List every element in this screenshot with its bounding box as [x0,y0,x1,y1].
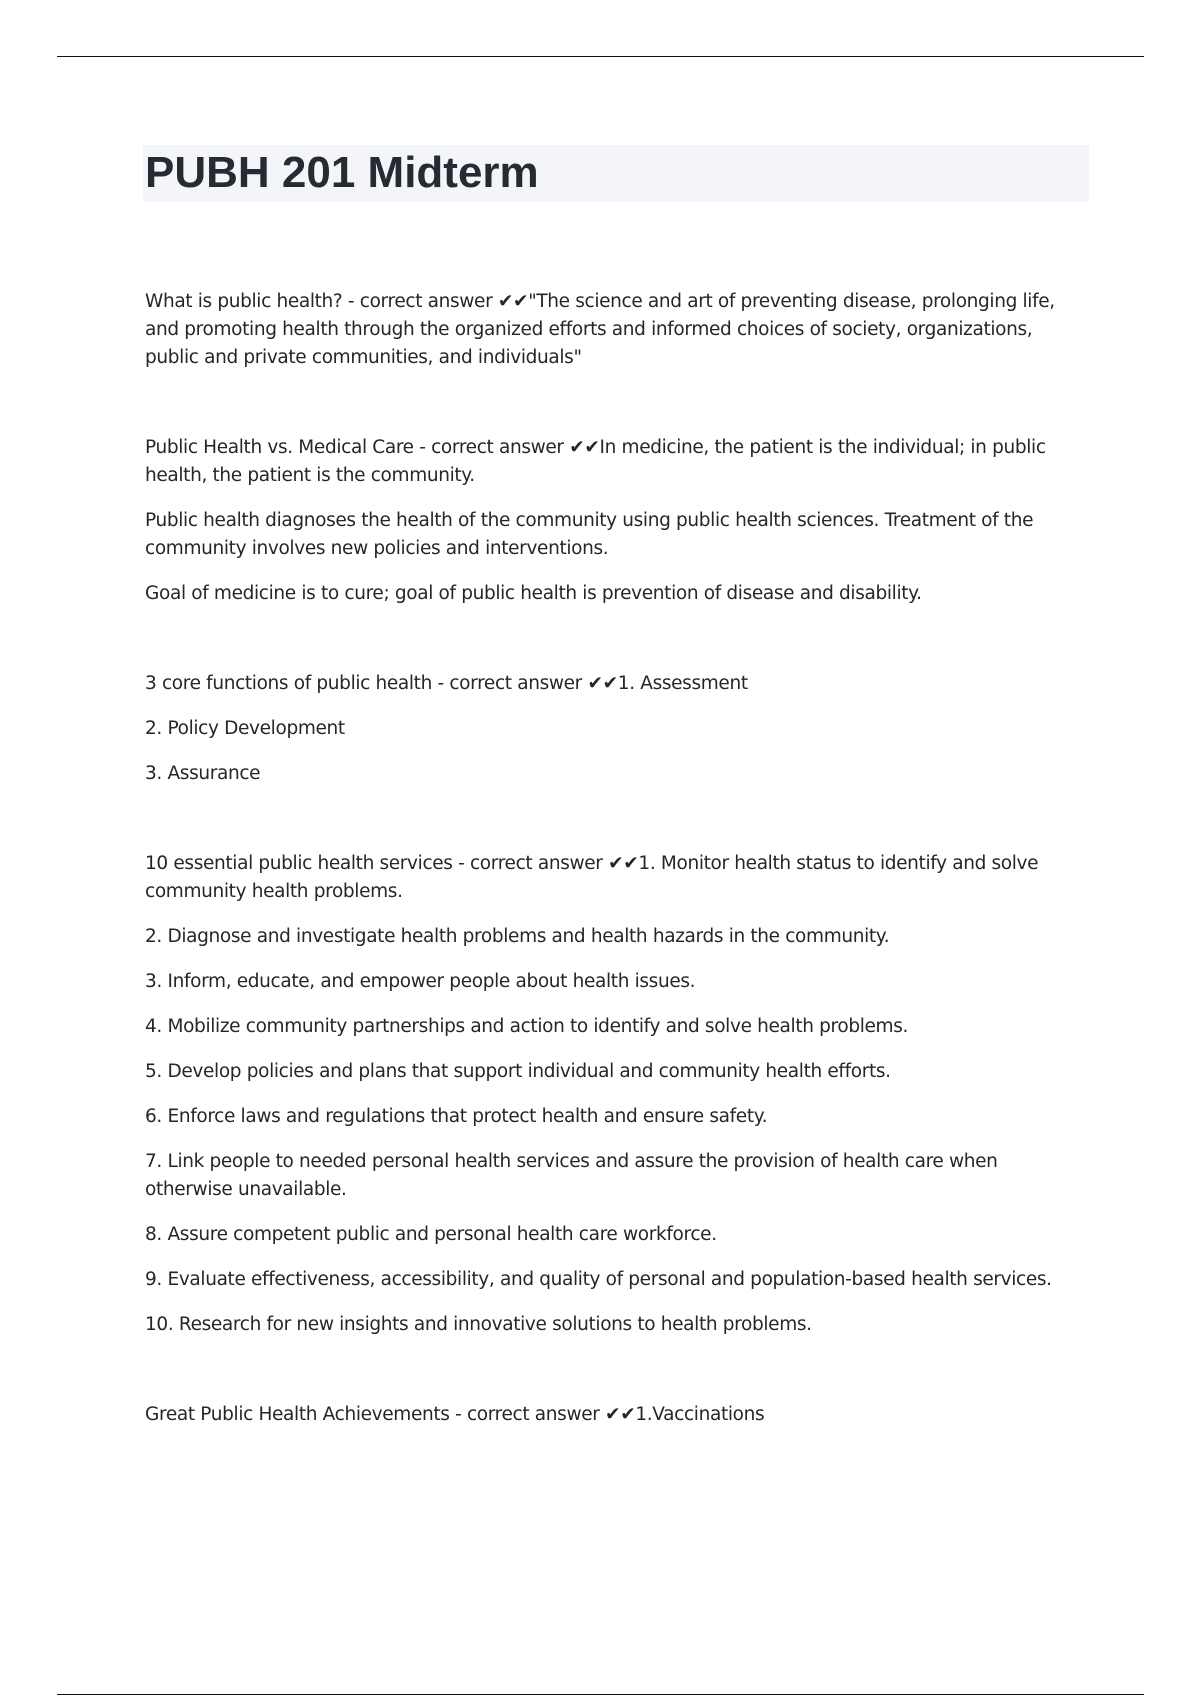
top-divider [57,56,1144,57]
answer-text: "The science and art of preventing disease, prolonging life, and promoting health through the organized efforts and informed choices of society, organizations, public and private communities, and individuals" [145,291,1055,368]
answer-line: 7. Link people to needed personal health services and assure the provision of health care when otherwise unavailable. [145,1151,998,1200]
answer-line: 3. Inform, educate, and empower people about health issues. [145,971,696,992]
check-icon: ✔✔ [599,1404,636,1425]
question-text: Public Health vs. Medical Care [145,437,414,458]
qa-first-line: 10 essential public health services - correct answer ✔✔1. Monitor health status to identify and solve community health problems. [145,853,1039,902]
bottom-divider [57,1694,1144,1695]
qa-first-line: Great Public Health Achievements - correct answer ✔✔1.Vaccinations [145,1404,765,1425]
correct-answer-label: correct answer [449,673,582,694]
answer-text: In medicine, the patient is the individual; in public health, the patient is the community. [145,437,1046,486]
qa-first-line: What is public health? - correct answer ✔✔"The science and art of preventing disease, prolonging life, and promoting health through the organized efforts and informed choices of society, organizations, public and private communities, and individuals" [145,291,1055,368]
qa-first-line: Public Health vs. Medical Care - correct answer ✔✔In medicine, the patient is the individual; in public health, the patient is the community. [145,437,1046,486]
answer-line: 10. Research for new insights and innovative solutions to health problems. [145,1314,812,1335]
qa-card [145,850,1085,1339]
question-text: What is public health? [145,291,343,312]
question-text: 10 essential public health services [145,853,453,874]
answer-line: 3. Assurance [145,763,261,784]
document-body [145,288,1085,1429]
correct-answer-label: correct answer [469,853,603,874]
question-text: 3 core functions of public health [145,673,432,694]
answer-line: 4. Mobilize community partnerships and action to identify and solve health problems. [145,1016,909,1037]
check-icon: ✔✔ [492,291,529,312]
check-icon: ✔✔ [602,853,639,874]
answer-text: 1.Vaccinations [635,1404,765,1425]
qa-card [145,288,1085,372]
answer-line: 2. Diagnose and investigate health problems and health hazards in the community. [145,926,890,947]
qa-list [145,288,1085,1429]
answer-line: 6. Enforce laws and regulations that protect health and ensure safety. [145,1106,768,1127]
qa-first-line: 3 core functions of public health - correct answer ✔✔1. Assessment [145,673,748,694]
correct-answer-label: correct answer [359,291,493,312]
answer-text: 1. Assessment [617,673,748,694]
qa-card [145,670,1085,788]
document-title: PUBH 201 Midterm [145,148,539,197]
answer-line: 2. Policy Development [145,718,345,739]
check-icon: ✔✔ [563,437,600,458]
question-text: Great Public Health Achievements [145,1404,450,1425]
qa-card [145,434,1085,608]
answer-line: 9. Evaluate effectiveness, accessibility, and quality of personal and population-based health services. [145,1269,1052,1290]
answer-line: 5. Develop policies and plans that support individual and community health efforts. [145,1061,891,1082]
answer-line: Goal of medicine is to cure; goal of public health is prevention of disease and disability. [145,583,922,604]
qa-card [145,1401,1085,1429]
correct-answer-label: correct answer [466,1404,600,1425]
check-icon: ✔✔ [581,673,618,694]
answer-line: 8. Assure competent public and personal health care workforce. [145,1224,717,1245]
answer-line: Public health diagnoses the health of the community using public health sciences. Treatment of the community involves new policies and interventions. [145,510,1034,559]
answer-text: 1. Monitor health status to identify and solve community health problems. [145,853,1039,902]
correct-answer-label: correct answer [431,437,564,458]
